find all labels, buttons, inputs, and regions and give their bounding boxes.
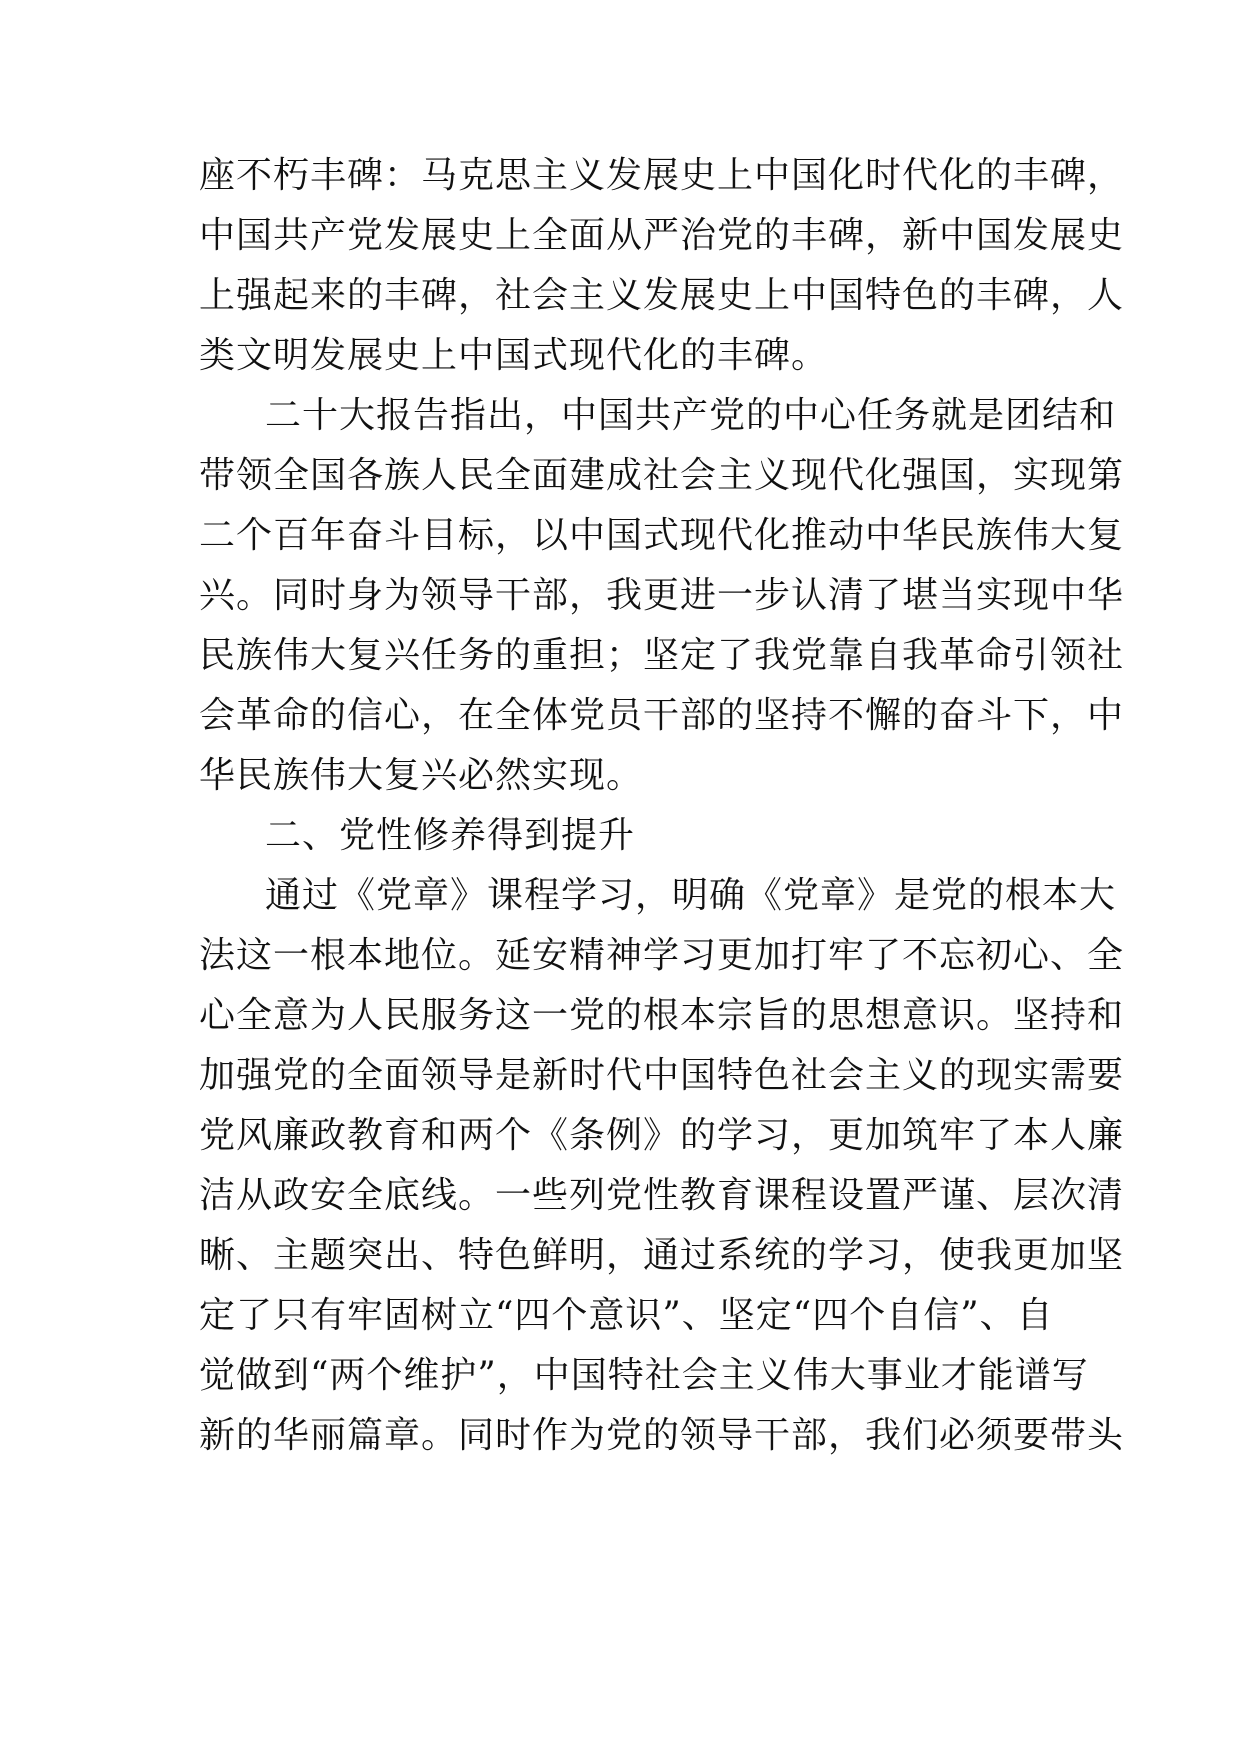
paragraph-line: 加强党的全面领导是新时代中国特色社会主义的现实需要 [199, 1055, 1125, 1096]
paragraph-line: 新的华丽篇章。同时作为党的领导干部，我们必须要带头 [199, 1415, 1125, 1456]
paragraph-line: 上强起来的丰碑，社会主义发展史上中国特色的丰碑，人 [199, 275, 1125, 316]
paragraph-line: 华民族伟大复兴必然实现。 [199, 755, 644, 796]
paragraph-line: 党风廉政教育和两个《条例》的学习，更加筑牢了本人廉 [199, 1115, 1125, 1156]
paragraph-line: 洁从政安全底线。一些列党性教育课程设置严谨、层次清 [199, 1175, 1125, 1216]
paragraph-line: 中国共产党发展史上全面从严治党的丰碑，新中国发展史 [199, 215, 1125, 256]
paragraph-line: 二个百年奋斗目标，以中国式现代化推动中华民族伟大复 [199, 515, 1125, 556]
paragraph-line: 兴。同时身为领导干部，我更进一步认清了堪当实现中华 [199, 575, 1125, 616]
paragraph-line: 二十大报告指出，中国共产党的中心任务就是团结和 [265, 395, 1117, 436]
paragraph-line: 晰、主题突出、特色鲜明，通过系统的学习，使我更加坚 [199, 1235, 1125, 1276]
paragraph-line: 定了只有牢固树立“四个意识”、坚定“四个自信”、自 [199, 1295, 1054, 1336]
paragraph-line: 法这一根本地位。延安精神学习更加打牢了不忘初心、全 [199, 935, 1125, 976]
paragraph-line: 类文明发展史上中国式现代化的丰碑。 [199, 335, 829, 376]
paragraph-line: 带领全国各族人民全面建成社会主义现代化强国，实现第 [199, 455, 1125, 496]
paragraph-line: 心全意为人民服务这一党的根本宗旨的思想意识。坚持和 [199, 995, 1125, 1036]
paragraph-line: 民族伟大复兴任务的重担；坚定了我党靠自我革命引领社 [199, 635, 1125, 676]
paragraph-line: 觉做到“两个维护”，中国特社会主义伟大事业才能谱写 [199, 1355, 1089, 1396]
section-heading: 二、党性修养得到提升 [265, 815, 636, 856]
paragraph-line: 通过《党章》课程学习，明确《党章》是党的根本大 [265, 875, 1117, 916]
paragraph-line: 座不朽丰碑：马克思主义发展史上中国化时代化的丰碑， [199, 155, 1125, 196]
paragraph-line: 会革命的信心，在全体党员干部的坚持不懈的奋斗下，中 [199, 695, 1125, 736]
